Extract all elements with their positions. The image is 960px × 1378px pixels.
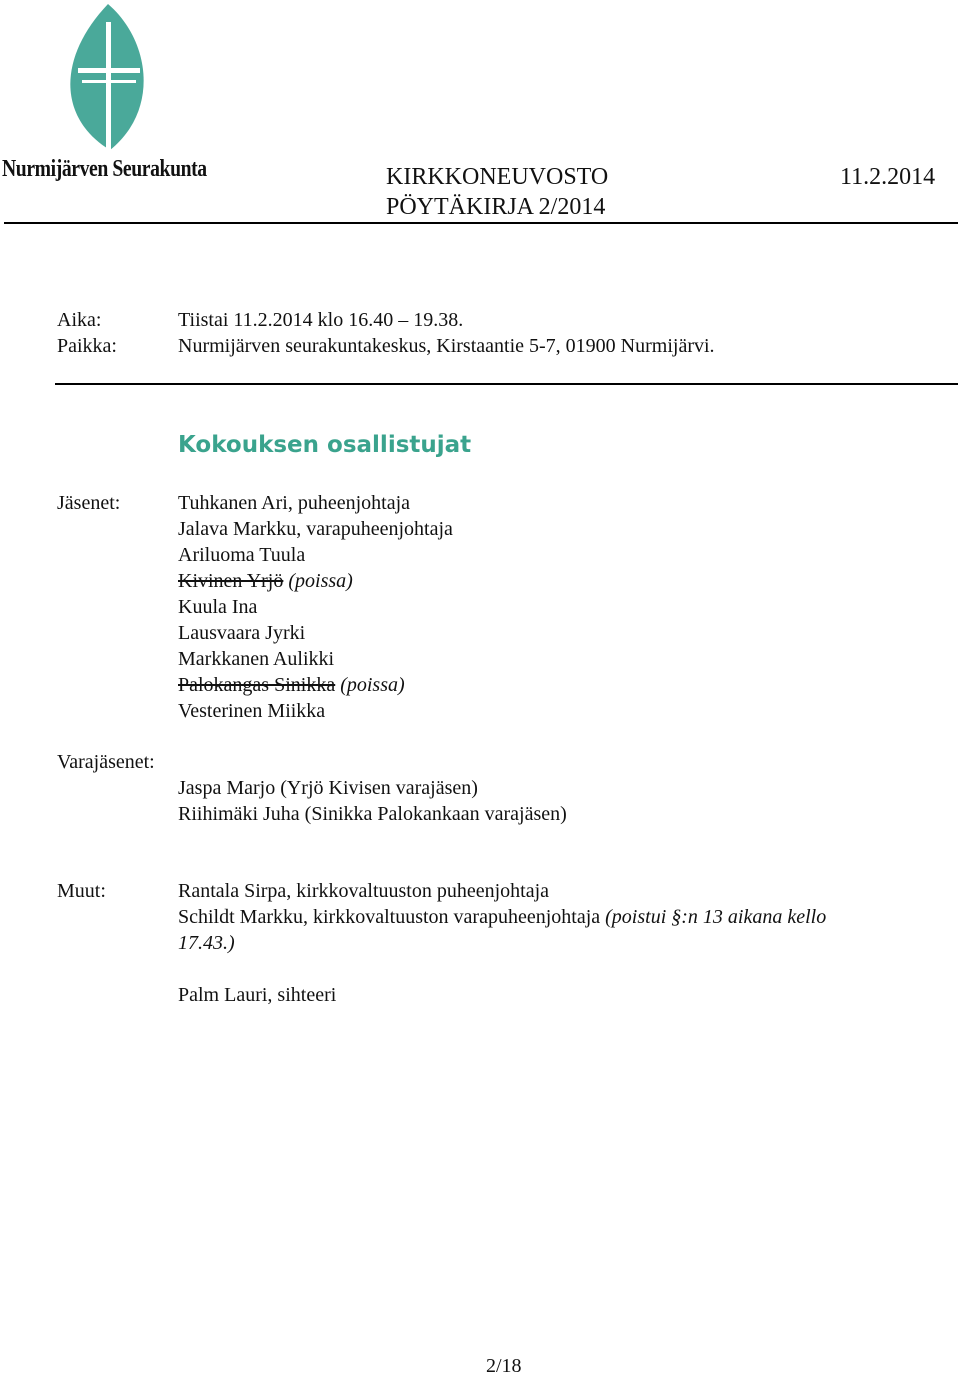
others-label: Muut: [57, 880, 106, 902]
section-divider [55, 383, 958, 385]
participants-heading: Kokouksen osallistujat [178, 432, 472, 458]
member-item-absent [178, 672, 453, 698]
member-item: Jalava Markku, varapuheenjohtaja [178, 518, 453, 540]
deputy-item: Riihimäki Juha (Sinikka Palokankaan varajäsen) [178, 803, 567, 825]
member-name: Palokangas Sinikka [178, 674, 336, 696]
other-item: Schildt Markku, kirkkovaltuuston varapuheenjohtaja (poistui §:n 13 aikana kello [178, 906, 827, 928]
member-item: Ariluoma Tuula [178, 544, 306, 566]
deputies-list [178, 775, 567, 827]
others-list [178, 878, 826, 1008]
leave-note: (poistui §:n 13 aikana kello [605, 906, 827, 928]
leave-note-continued: 17.43.) [178, 932, 235, 954]
absence-note: (poissa) [340, 674, 405, 696]
member-item-absent [178, 568, 453, 594]
member-item: Vesterinen Miikka [178, 700, 326, 722]
document-subtitle: PÖYTÄKIRJA 2/2014 [386, 194, 606, 220]
members-list [178, 490, 453, 724]
members-label: Jäsenet: [57, 492, 121, 514]
time-value: Tiistai 11.2.2014 klo 16.40 – 19.38. [178, 309, 464, 331]
org-name: Nurmijärven Seurakunta [2, 156, 207, 182]
deputies-label: Varajäsenet: [57, 751, 155, 773]
document-title: KIRKKONEUVOSTO [386, 164, 609, 190]
absence-note: (poissa) [288, 570, 353, 592]
document-date: 11.2.2014 [840, 164, 936, 190]
place-label: Paikka: [57, 335, 117, 357]
member-item: Lausvaara Jyrki [178, 622, 306, 644]
leaf-cross-icon [0, 0, 215, 160]
other-item: Rantala Sirpa, kirkkovaltuuston puheenjohtaja [178, 880, 550, 902]
time-label: Aika: [57, 309, 102, 331]
deputy-item: Jaspa Marjo (Yrjö Kivisen varajäsen) [178, 777, 478, 799]
member-name: Kivinen Yrjö [178, 570, 284, 592]
secretary-item: Palm Lauri, sihteeri [178, 984, 337, 1006]
page-number: 2/18 [486, 1355, 522, 1377]
member-item: Kuula Ina [178, 596, 258, 618]
member-item: Markkanen Aulikki [178, 648, 335, 670]
place-value: Nurmijärven seurakuntakeskus, Kirstaantie 5-7, 01900 Nurmijärvi. [178, 335, 715, 357]
header-divider [4, 222, 958, 224]
member-item: Tuhkanen Ari, puheenjohtaja [178, 492, 411, 514]
